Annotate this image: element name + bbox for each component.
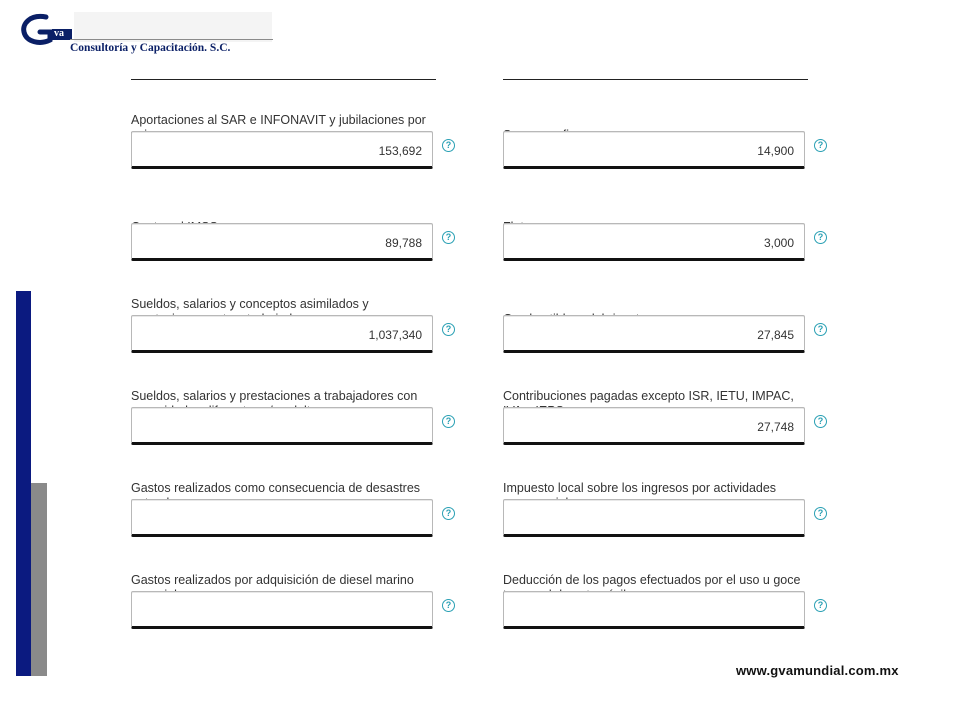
amount-input[interactable] — [131, 591, 433, 629]
help-icon[interactable]: ? — [814, 231, 827, 244]
field-contribuciones — [503, 372, 843, 464]
logo-rule — [70, 39, 273, 40]
amount-input[interactable]: 153,692 — [131, 131, 433, 169]
field-impuesto-local — [503, 464, 843, 556]
help-icon[interactable]: ? — [814, 507, 827, 520]
left-form-column — [131, 96, 471, 648]
help-icon[interactable]: ? — [442, 415, 455, 428]
field-label: Impuesto local sobre los ingresos por actividades — [503, 481, 777, 495]
field-combustibles — [503, 280, 843, 372]
field-label: Sueldos, salarios y prestaciones a trabajadores con — [131, 389, 418, 403]
amount-input[interactable]: 27,845 — [503, 315, 805, 353]
help-icon[interactable]: ? — [442, 323, 455, 336]
field-label: Sueldos, salarios y conceptos asimilados y — [131, 297, 369, 311]
help-icon[interactable]: ? — [814, 139, 827, 152]
field-diesel-marino — [131, 556, 471, 648]
field-sueldos-otros — [131, 280, 471, 372]
amount-input[interactable]: 14,900 — [503, 131, 805, 169]
field-cuotas-imss — [131, 188, 471, 280]
help-icon[interactable]: ? — [442, 139, 455, 152]
field-desastres-naturales — [131, 464, 471, 556]
field-seguros-fianzas — [503, 96, 843, 188]
logo-background — [74, 12, 272, 42]
decorative-blue-bar — [16, 291, 31, 676]
field-label: Contribuciones pagadas excepto ISR, IETU, IMPAC, — [503, 389, 794, 403]
company-logo — [20, 12, 256, 56]
field-label: Gastos realizados como consecuencia de desastres — [131, 481, 421, 495]
amount-input[interactable] — [131, 499, 433, 537]
section-divider-left — [131, 79, 436, 80]
right-form-column — [503, 96, 843, 648]
amount-input[interactable]: 1,037,340 — [131, 315, 433, 353]
field-label: Aportaciones al SAR e INFONAVIT y jubilaciones por — [131, 113, 426, 127]
help-icon[interactable]: ? — [442, 507, 455, 520]
amount-input[interactable] — [503, 499, 805, 537]
help-icon[interactable]: ? — [814, 415, 827, 428]
help-icon[interactable]: ? — [814, 323, 827, 336]
logo-sub-letters: va — [54, 28, 64, 39]
field-uso-automoviles — [503, 556, 843, 648]
amount-input[interactable] — [131, 407, 433, 445]
field-label: Gastos realizados por adquisición de diesel marino — [131, 573, 414, 587]
amount-input[interactable]: 27,748 — [503, 407, 805, 445]
company-name: Consultoría y Capacitación. S.C. — [70, 42, 231, 54]
help-icon[interactable]: ? — [442, 231, 455, 244]
amount-input[interactable]: 89,788 — [131, 223, 433, 261]
field-fletes-acarreo — [503, 188, 843, 280]
field-sar-infonavit — [131, 96, 471, 188]
amount-input[interactable]: 3,000 — [503, 223, 805, 261]
field-sueldos-capacidades — [131, 372, 471, 464]
decorative-gray-bar — [31, 483, 47, 676]
help-icon[interactable]: ? — [442, 599, 455, 612]
footer-website-link[interactable]: www.gvamundial.com.mx — [736, 663, 899, 678]
amount-input[interactable] — [503, 591, 805, 629]
help-icon[interactable]: ? — [814, 599, 827, 612]
section-divider-right — [503, 79, 808, 80]
field-label: Deducción de los pagos efectuados por el uso u goce — [503, 573, 801, 587]
